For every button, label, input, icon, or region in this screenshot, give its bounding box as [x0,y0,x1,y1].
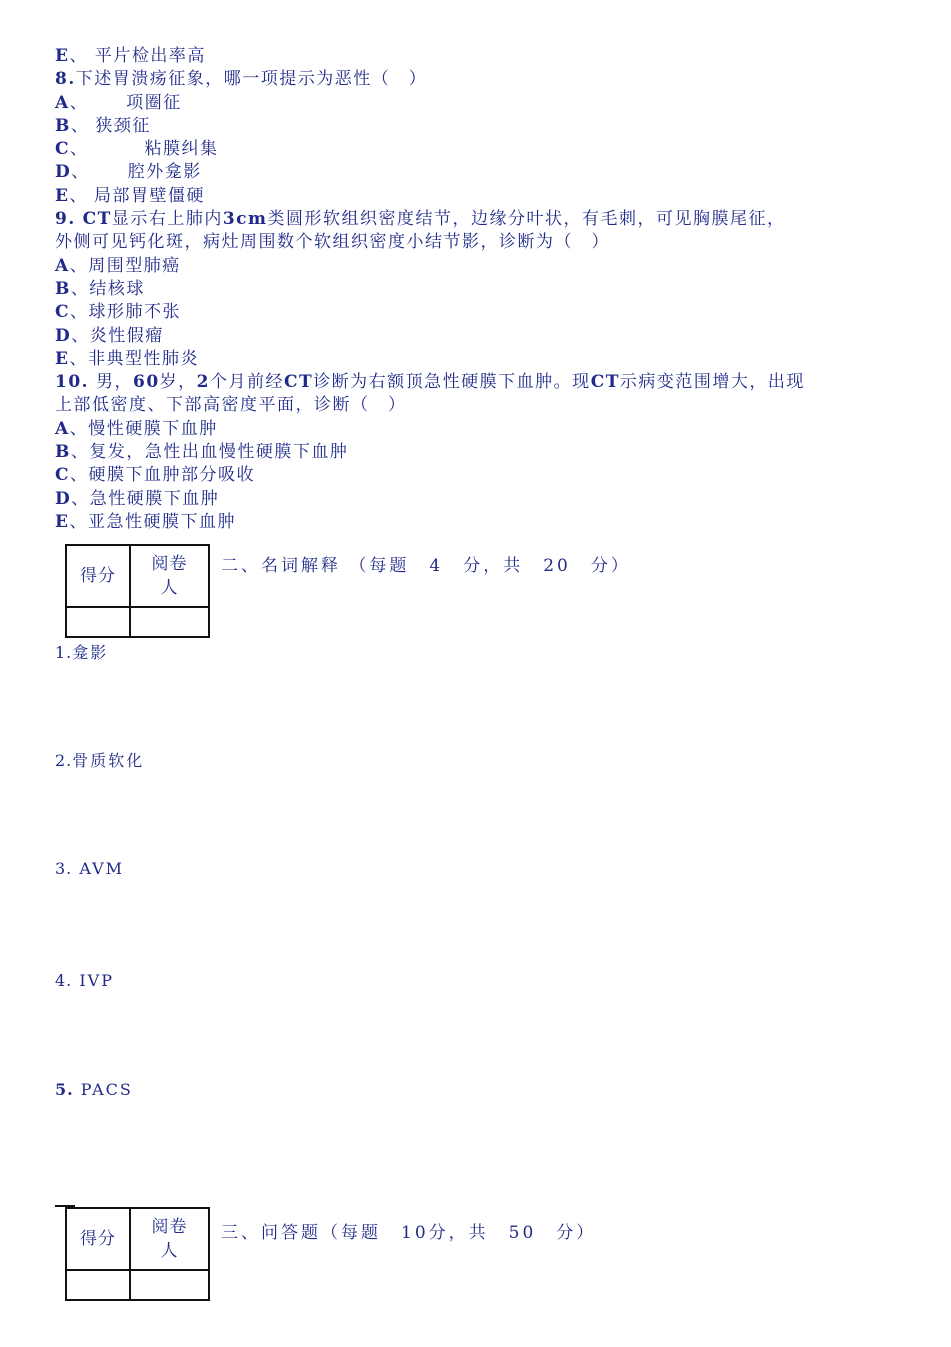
q10-option-a: A、慢性硬膜下血肿 [55,418,218,439]
q10-option-e: E、亚急性硬膜下血肿 [55,511,236,532]
q10-stem-line2: 上部低密度、下部高密度平面，诊断（ ） [55,395,407,416]
q10-option-b: B、复发，急性出血慢性硬膜下血肿 [55,442,349,463]
q9-option-a: A、周围型肺癌 [55,255,181,276]
question-block [55,45,915,534]
q9-option-b: B、结核球 [55,278,145,299]
q10-stem-line1: 10. 男，60岁，2个月前经CT诊断为右额顶急性硬膜下血肿。现CT示病变范围增大，出现 [55,372,805,393]
q7-option-e: E、 平片检出率高 [55,46,206,66]
term-2: 2.骨质软化 [55,751,145,770]
q8-option-e: E、 局部胃壁僵硬 [55,185,205,206]
score-entry-cell[interactable] [66,1270,130,1300]
q8-option-d: D、 腔外龛影 [55,162,202,183]
reviewer-entry-cell[interactable] [130,1270,209,1300]
section3-title: 三、问答题（每题 10分，共 50 分） [221,1223,597,1243]
term-5: 5. PACS [55,1080,133,1099]
q8-option-a: A、 项圈征 [55,92,182,113]
q9-stem-line2: 外侧可见钙化斑，病灶周围数个软组织密度小结节影，诊断为（ ） [55,232,610,253]
q8-option-c: C、 粘膜纠集 [55,139,219,160]
reviewer-entry-cell[interactable] [130,607,209,637]
q10-option-d: D、急性硬膜下血肿 [55,488,220,509]
score-label-cell: 得分 [66,545,130,607]
section3-score-box [65,1207,210,1301]
score-entry-cell[interactable] [66,607,130,637]
q9-option-e: E、非典型性肺炎 [55,348,199,369]
reviewer-label-cell: 阅卷 人 [130,545,209,607]
section2-title: 二、名词解释 （每题 4 分，共 20 分） [221,556,631,576]
section2-score-box [65,544,210,638]
q9-stem-line1: 9. CT显示右上肺内3cm类圆形软组织密度结节，边缘分叶状，有毛刺，可见胸膜尾征， [55,209,786,230]
term-4: 4. IVP [55,971,114,990]
q9-option-c: C、球形肺不张 [55,302,182,323]
section2-score-table [65,544,210,638]
section3-score-table [65,1207,210,1301]
q8-stem: 8.下述胃溃疡征象，哪一项提示为恶性（ ） [55,69,428,90]
q8-option-b: B、 狭颈征 [55,115,151,136]
term-3: 3. AVM [55,859,125,878]
reviewer-label-cell: 阅卷 人 [130,1208,209,1270]
q10-option-c: C、硬膜下血肿部分吸收 [55,465,256,486]
score-label-cell: 得分 [66,1208,130,1270]
q9-option-d: D、炎性假瘤 [55,325,164,346]
term-1: 1.龛影 [55,643,109,662]
